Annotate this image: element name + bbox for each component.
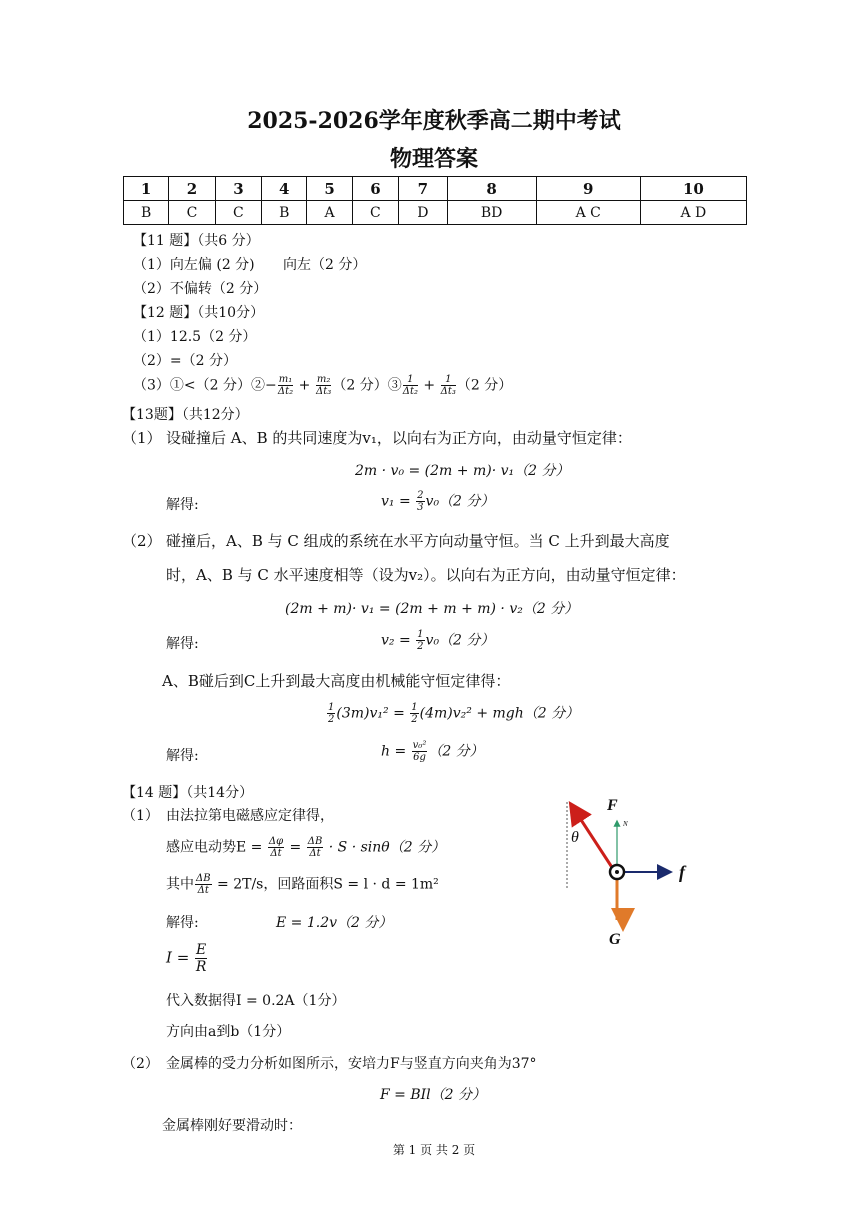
q14-part2-label: （2） [122, 1056, 159, 1072]
fraction: $\frac{\Delta B}{\Delta t}$ [307, 836, 323, 859]
fraction: $\frac{E}{R}$ [195, 942, 207, 975]
q13-part1-text: 设碰撞后 A、B 的共同速度为v₁，以向右为正方向，由动量守恒定律： [166, 429, 632, 447]
q12-part3-prefix: （3）①<（2 分）②− [133, 377, 277, 394]
q13-heading: 【13题】（共12分） [122, 407, 249, 423]
q13-energy-text: A、B碰后到C上升到最大高度由机械能守恒定律得： [162, 672, 511, 690]
question-number: 8 [447, 177, 536, 201]
fraction: $\frac{1}{\text{Δt₂}}$ [402, 374, 418, 397]
answer-cell: C [352, 201, 398, 225]
answer-cell: A [307, 201, 352, 225]
page-subtitle: 物理答案 [389, 146, 478, 172]
q13-part2-text-2: 时，A、B 与 C 水平速度相等（设为v₂）。以向右为正方向，由动量守恒定律： [166, 566, 686, 584]
rod-center-dot [615, 870, 619, 874]
q14-ampere-force: F = BIl（2 分） [380, 1087, 486, 1103]
q14-part1-label: （1） [122, 808, 159, 824]
fraction: $\frac{1}{2}$ [328, 702, 335, 725]
q14-heading: 【14 题】（共14分） [122, 785, 254, 801]
question-number: 9 [536, 177, 640, 201]
q12-part3-score3: （2 分） [456, 377, 513, 394]
question-number: 10 [640, 177, 746, 201]
q11-part1-a: （1）向左偏 (2 分) [133, 257, 255, 273]
question-number: 6 [352, 177, 398, 201]
q14-slide-condition: 金属棒刚好要滑动时： [162, 1118, 302, 1134]
fraction: $\frac{1}{2}$ [417, 629, 424, 652]
q14-solve-label: 解得: [166, 915, 199, 931]
question-number: 3 [215, 177, 261, 201]
q11-heading: 【11 题】（共6 分） [133, 233, 260, 249]
q13-part2-label: （2） [122, 532, 162, 550]
q14-ohm-law: I = $\frac{E}{R}$ [166, 942, 207, 975]
q12-part1: （1）12.5（2 分） [133, 329, 257, 345]
q14-part1-text: 由法拉第电磁感应定律得， [166, 808, 334, 824]
answer-cell: A D [640, 201, 746, 225]
q14-solve-equation: E = 1.2v（2 分） [276, 915, 393, 931]
question-number: 5 [307, 177, 352, 201]
fraction: $\frac{1}{2}$ [411, 702, 418, 725]
label-f: f [679, 862, 685, 882]
q13-part2-equation: (2m + m)· v₁ = (2m + m + m) · v₂（2 分） [285, 601, 579, 617]
q12-part3: （3）①<（2 分）②− $\frac{\text{m₁}}{\text{Δt₂}}$ + $\frac{\text{m₂}}{\text{Δt₃}}$ （2 分）③ $\frac{1}{\text{Δt₂}}$ + $\frac{1}{\text{Δt₃}}$ （2 分） [133, 374, 513, 397]
question-number: 7 [399, 177, 447, 201]
label-theta: θ [571, 829, 579, 846]
answer-cell: C [215, 201, 261, 225]
answer-cell: B [124, 201, 169, 225]
q13-part1-label: （1） [122, 429, 162, 447]
answer-cell: B [262, 201, 307, 225]
q12-part2: （2）=（2 分） [133, 353, 237, 369]
answer-cell: D [399, 201, 447, 225]
q14-direction: 方向由a到b（1分） [166, 1024, 291, 1040]
answer-table-header-row [124, 177, 747, 201]
answer-cell: C [169, 201, 215, 225]
q14-part2-text: 金属棒的受力分析如图所示，安培力F与竖直方向夹角为37° [166, 1056, 537, 1072]
answer-cell: A C [536, 201, 640, 225]
fraction: $\frac{\text{m₁}}{\text{Δt₂}}$ [277, 374, 294, 397]
fraction: $\frac{\Delta\varphi}{\Delta t}$ [268, 836, 284, 859]
label-G: G [609, 931, 621, 948]
fraction: $\frac{1}{\text{Δt₃}}$ [440, 374, 456, 397]
q13-part2-text-1: 碰撞后，A、B 与 C 组成的系统在水平方向动量守恒。当 C 上升到最大高度 [166, 532, 670, 550]
q13-part2-solve-label: 解得: [166, 636, 199, 652]
q13-part1-solution: v₁ = $\frac{2}{3}$ v₀（2 分） [381, 490, 495, 513]
fraction: $\frac{2}{3}$ [417, 490, 424, 513]
q11-part2: （2）不偏转（2 分） [133, 281, 268, 297]
fraction: $\frac{\text{m₂}}{\text{Δt₃}}$ [316, 374, 332, 397]
answer-table [123, 176, 747, 225]
page-footer: 第 1 页 共 2 页 [392, 1143, 476, 1157]
force-diagram [555, 790, 705, 950]
question-number: 1 [124, 177, 169, 201]
fraction: $\frac{\text{v₀²}}{6g}$ [412, 740, 427, 763]
fraction: $\frac{\Delta B}{\Delta t}$ [196, 873, 211, 896]
q12-heading: 【12 题】（共10分） [133, 305, 265, 321]
question-number: 2 [169, 177, 215, 201]
q13-part1-equation: 2m · v₀ = (2m + m)· v₁（2 分） [355, 463, 570, 479]
q14-emf-equation: 感应电动势E = $\frac{\Delta\varphi}{\Delta t}$ = $\frac{\Delta B}{\Delta t}$ · S · sinθ（2 分） [166, 836, 446, 859]
page-title: 2025-2026学年度秋季高二期中考试 [247, 108, 621, 134]
q13-part1-solve-label: 解得: [166, 497, 199, 513]
label-N: N [623, 820, 628, 828]
q14-rate-equation: 其中 $\frac{\Delta B}{\Delta t}$ = 2T/s，回路面积S = l · d = 1m² [166, 873, 439, 896]
q13-part2-solution: v₂ = $\frac{1}{2}$ v₀（2 分） [381, 629, 495, 652]
answer-table-answer-row [124, 201, 747, 225]
q13-height-solve-label: 解得: [166, 748, 199, 764]
label-F: F [607, 797, 618, 814]
answer-cell: BD [447, 201, 536, 225]
q14-current: 代入数据得I = 0.2A（1分） [166, 993, 346, 1009]
q13-energy-equation: $\frac{1}{2}$ (3m)v₁² = $\frac{1}{2}$ (4m)v₂² + mgh（2 分） [328, 702, 580, 725]
q13-height-solution: h = $\frac{\text{v₀²}}{6g}$ （2 分） [381, 740, 484, 763]
question-number: 4 [262, 177, 307, 201]
q11-part1-b: 向左（2 分） [283, 257, 367, 273]
q12-part3-score2: （2 分）③ [332, 377, 402, 394]
